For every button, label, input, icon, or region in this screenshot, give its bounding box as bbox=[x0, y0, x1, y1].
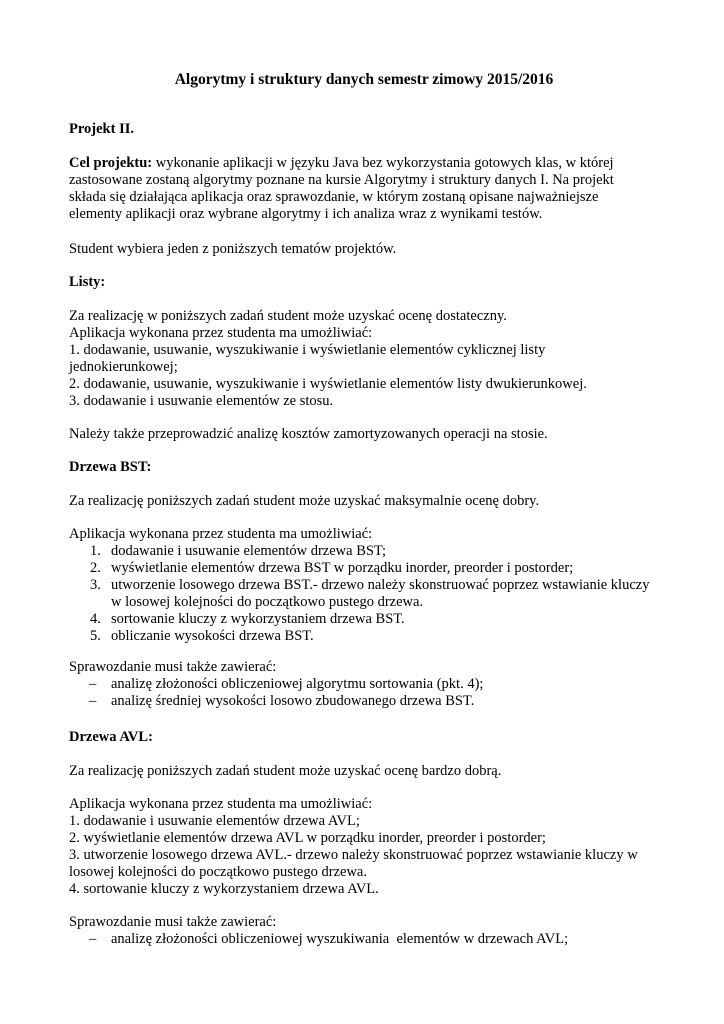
list-item-text: obliczanie wysokości drzewa BST. bbox=[111, 628, 314, 644]
lists-line-2: Aplikacja wykonana przez studenta ma umożliwiać: bbox=[69, 325, 373, 341]
list-item bbox=[69, 628, 659, 645]
goal-paragraph bbox=[69, 155, 659, 223]
lists-line-1: Za realizację w poniższych zadań student może uzyskać ocenę dostateczny. bbox=[69, 308, 507, 324]
list-item bbox=[69, 611, 659, 628]
list-item-marker: 3. bbox=[90, 577, 101, 593]
list-item bbox=[69, 543, 659, 560]
bst-heading: Drzewa BST: bbox=[69, 459, 152, 475]
list-item bbox=[69, 560, 659, 577]
list-item-marker: 4. bbox=[90, 611, 101, 627]
avl-intro bbox=[69, 763, 659, 780]
list-item-text: analizę średniej wysokości losowo zbudowanego drzewa BST. bbox=[111, 693, 475, 709]
avl-report-list bbox=[69, 931, 659, 948]
bst-report-list bbox=[69, 676, 659, 710]
bst-app-label: Aplikacja wykonana przez studenta ma umożliwiać: bbox=[69, 526, 373, 542]
list-item-marker: 5. bbox=[90, 628, 101, 644]
goal-line-2: zastosowane zostaną algorytmy poznane na kursie Algorytmy i struktury danych I. Na projekt bbox=[69, 172, 614, 188]
project-heading: Projekt II. bbox=[69, 121, 134, 137]
lists-paragraph bbox=[69, 308, 659, 410]
avl-line-5: 4. sortowanie kluczy z wykorzystaniem drzewa AVL. bbox=[69, 881, 379, 897]
list-item-marker: 2. bbox=[90, 560, 101, 576]
bst-report-label: Sprawozdanie musi także zawierać: bbox=[69, 659, 277, 675]
lists-line-3: 1. dodawanie, usuwanie, wyszukiwanie i wyświetlanie elementów cyklicznej listy bbox=[69, 342, 546, 358]
bst-item-list bbox=[69, 543, 659, 645]
goal-line-1 bbox=[69, 155, 659, 172]
avl-line-1: 1. dodawanie i usuwanie elementów drzewa AVL; bbox=[69, 813, 360, 829]
lists-line-6: 3. dodawanie i usuwanie elementów ze stosu. bbox=[69, 393, 334, 409]
goal-line-3: składa się działająca aplikacja oraz sprawozdanie, w którym zostaną opisane najważniejsze bbox=[69, 189, 599, 205]
bst-intro-text: Za realizację poniższych zadań student może uzyskać maksymalnie ocenę dobry. bbox=[69, 493, 540, 509]
avl-report-label: Sprawozdanie musi także zawierać: bbox=[69, 914, 277, 930]
dash-marker: – bbox=[89, 693, 97, 709]
avl-intro-text: Za realizację poniższych zadań student może uzyskać ocenę bardzo dobrą. bbox=[69, 763, 502, 779]
list-item-marker: 1. bbox=[90, 543, 101, 559]
bst-app-section bbox=[69, 526, 659, 645]
lists-heading: Listy: bbox=[69, 274, 106, 290]
avl-app-label: Aplikacja wykonana przez studenta ma umożliwiać: bbox=[69, 796, 373, 812]
list-item-text: analizę złożoności obliczeniowej algorytmu sortowania (pkt. 4); bbox=[111, 676, 484, 692]
list-item-text-cont: w losowej kolejności do początkowo pustego drzewa. bbox=[111, 594, 424, 610]
avl-line-4: losowej kolejności do początkowo pustego drzewa. bbox=[69, 864, 367, 880]
list-item bbox=[69, 676, 659, 693]
goal-line-4: elementy aplikacji oraz wybrane algorytmy i ich analiza wraz z wynikami testów. bbox=[69, 206, 543, 222]
choose-paragraph bbox=[69, 241, 659, 258]
choose-text: Student wybiera jeden z poniższych tematów projektów. bbox=[69, 241, 397, 257]
dash-marker: – bbox=[89, 676, 97, 692]
lists-note bbox=[69, 426, 659, 443]
bst-report-section bbox=[69, 659, 659, 710]
bst-intro bbox=[69, 493, 659, 510]
goal-text-1: wykonanie aplikacji w języku Java bez wykorzystania gotowych klas, w której bbox=[152, 155, 614, 171]
lists-line-4: jednokierunkowej; bbox=[69, 359, 178, 375]
avl-report-section bbox=[69, 914, 659, 948]
avl-line-2: 2. wyświetlanie elementów drzewa AVL w porządku inorder, preorder i postorder; bbox=[69, 830, 546, 846]
list-item-text: wyświetlanie elementów drzewa BST w porządku inorder, preorder i postorder; bbox=[111, 560, 574, 576]
avl-app-section bbox=[69, 796, 659, 898]
goal-label: Cel projektu: bbox=[69, 155, 153, 171]
list-item bbox=[69, 693, 659, 710]
list-item-text: analizę złożoności obliczeniowej wyszukiwania elementów w drzewach AVL; bbox=[111, 931, 569, 947]
avl-heading: Drzewa AVL: bbox=[69, 729, 153, 745]
lists-note-text: Należy także przeprowadzić analizę kosztów zamortyzowanych operacji na stosie. bbox=[69, 426, 548, 442]
document-title: Algorytmy i struktury danych semestr zimowy 2015/2016 bbox=[174, 71, 554, 88]
list-item-text: sortowanie kluczy z wykorzystaniem drzewa BST. bbox=[111, 611, 405, 627]
avl-line-3: 3. utworzenie losowego drzewa AVL.- drzewo należy skonstruować poprzez wstawianie kluczy w bbox=[69, 847, 638, 863]
list-item-text: utworzenie losowego drzewa BST.- drzewo należy skonstruować poprzez wstawianie kluczy bbox=[111, 577, 650, 593]
dash-marker: – bbox=[89, 931, 97, 947]
list-item-text: dodawanie i usuwanie elementów drzewa BST; bbox=[111, 543, 387, 559]
list-item bbox=[69, 577, 659, 611]
lists-line-5: 2. dodawanie, usuwanie, wyszukiwanie i wyświetlanie elementów listy dwukierunkowej. bbox=[69, 376, 587, 392]
list-item bbox=[69, 931, 659, 948]
